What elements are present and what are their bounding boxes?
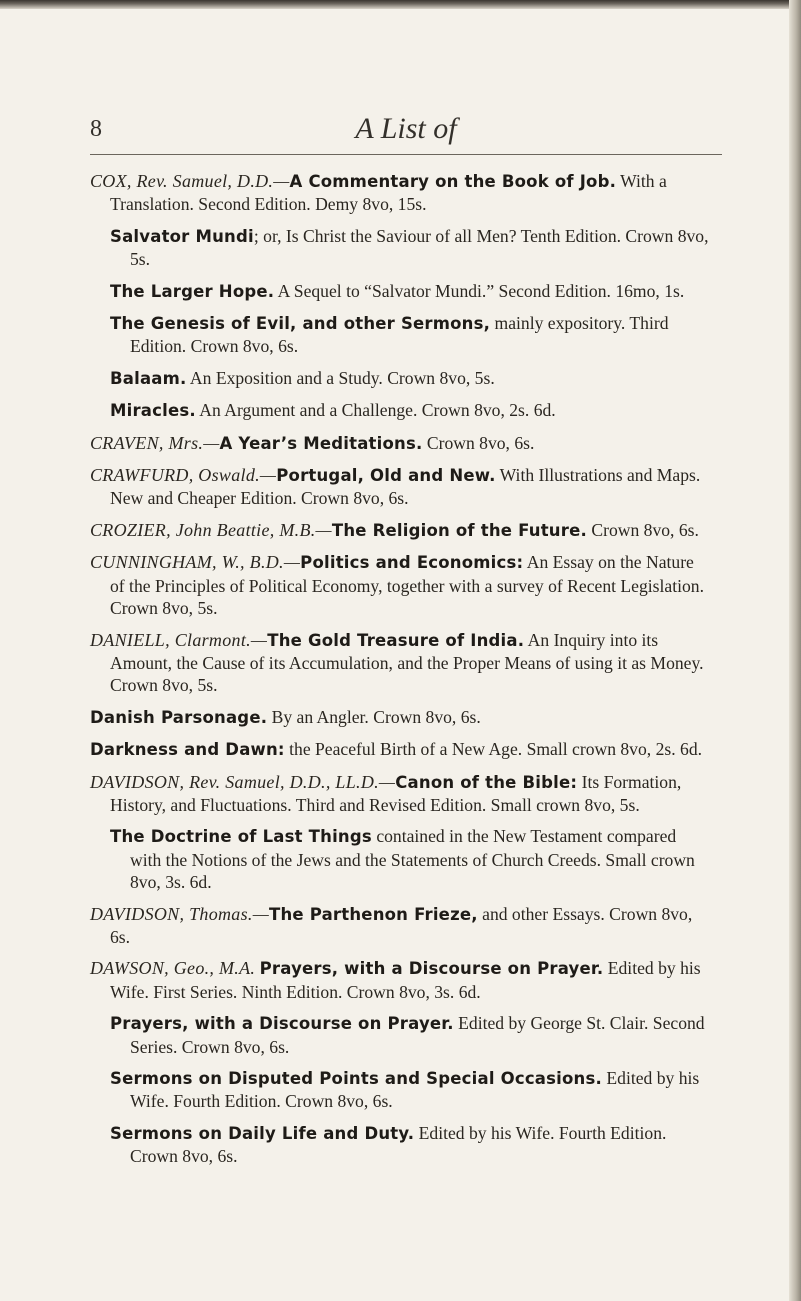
entry-details: and other Essays. Crown 8vo, 6s. [110, 903, 693, 947]
list-item [90, 771, 710, 817]
entry-title: Darkness and Dawn: [90, 740, 285, 760]
entry-title: The Religion of the Future. [331, 520, 587, 540]
header-rule [90, 154, 722, 155]
entry-details: Edited by his Wife. Fourth Edition. Crown 8vo, 6s. [130, 1068, 700, 1112]
entry-title: Danish Parsonage. [90, 707, 268, 727]
catalogue-list [90, 170, 710, 1177]
entry-details: An Exposition and a Study. Crown 8vo, 5s. [186, 367, 495, 388]
entry-details: Crown 8vo, 6s. [422, 432, 535, 453]
list-item [90, 519, 710, 542]
entry-details: A Sequel to “Salvator Mundi.” Second Edition. 16mo, 1s. [274, 280, 685, 301]
entry-author: CRAVEN, Mrs.— [90, 432, 220, 453]
page-top-edge [0, 0, 801, 9]
entry-details: Crown 8vo, 6s. [586, 519, 699, 540]
list-item [110, 1012, 710, 1058]
entry-title: Canon of the Bible: [395, 772, 578, 792]
list-item [110, 280, 710, 303]
entry-author: CUNNINGHAM, W., B.D.— [90, 552, 301, 573]
entry-title: The Genesis of Evil, and other Sermons, [110, 314, 491, 334]
entry-title: Prayers, with a Discourse on Prayer. [110, 1014, 454, 1034]
list-item [90, 706, 710, 729]
list-item [110, 825, 710, 893]
entry-details: By an Angler. Crown 8vo, 6s. [267, 706, 481, 727]
entry-details: the Peaceful Birth of a New Age. Small crown 8vo, 2s. 6d. [284, 739, 703, 760]
entry-details: Edited by his Wife. First Series. Ninth Edition. Crown 8vo, 3s. 6d. [110, 958, 701, 1002]
entry-details: With a Translation. Second Edition. Demy 8vo, 15s. [110, 171, 667, 215]
entry-author: CROZIER, John Beattie, M.B.— [90, 519, 332, 540]
entry-title: Miracles. [110, 401, 196, 421]
entry-details: contained in the New Testament compared with the Notions of the Jews and the Statements of Church Creeds. Small crown 8vo, 3s. 6d. [130, 826, 695, 893]
entry-author: DAVIDSON, Thomas.— [90, 903, 270, 924]
list-item [90, 432, 710, 455]
entry-author: DAVIDSON, Rev. Samuel, D.D., LL.D.— [90, 771, 396, 792]
entry-title: The Parthenon Frieze, [269, 904, 478, 924]
entry-title: The Doctrine of Last Things [110, 827, 372, 847]
page-number: 8 [90, 116, 102, 142]
entry-details: Edited by George St. Clair. Second Series. Crown 8vo, 6s. [130, 1013, 705, 1057]
entry-title: Politics and Economics: [300, 553, 524, 573]
entry-title: Sermons on Daily Life and Duty. [110, 1123, 415, 1143]
entry-title: The Gold Treasure of India. [267, 630, 525, 650]
entry-details: ; or, Is Christ the Saviour of all Men? Tenth Edition. Crown 8vo, 5s. [130, 225, 709, 270]
list-item [90, 170, 710, 216]
page-fold-shadow [789, 0, 801, 1301]
entry-author: COX, Rev. Samuel, D.D.— [90, 171, 290, 191]
entry-details: Edited by his Wife. Fourth Edition. Crown 8vo, 6s. [130, 1122, 667, 1167]
list-item [110, 225, 710, 271]
entry-details: An Essay on the Nature of the Principles of Political Economy, together with a survey of Recent Legislation. Crown 8vo, 5s. [110, 552, 704, 619]
list-item [110, 312, 710, 358]
entry-details: An Inquiry into its Amount, the Cause of its Accumulation, and the Proper Means of using it as Money. Crown 8vo, 5s. [110, 629, 704, 696]
entry-author: DANIELL, Clarmont.— [90, 629, 268, 650]
list-item [90, 957, 710, 1003]
list-item [90, 464, 710, 510]
entry-title: A Commentary on the Book of Job. [289, 172, 617, 191]
list-item [90, 738, 710, 761]
entry-title: Portugal, Old and New. [276, 466, 496, 486]
entry-title: The Larger Hope. [110, 281, 275, 301]
page-header [90, 106, 722, 156]
list-item [110, 1067, 710, 1113]
entry-title: Salvator Mundi [110, 226, 254, 246]
list-item [110, 1122, 710, 1168]
entry-title: Sermons on Disputed Points and Special Occasions. [110, 1069, 602, 1088]
entry-title: A Year’s Meditations. [219, 433, 423, 453]
running-title: A List of [355, 112, 457, 145]
entry-details: Its Formation, History, and Fluctuations. Third and Revised Edition. Small crown 8vo, 5s. [110, 771, 682, 815]
list-item [90, 903, 710, 949]
entry-author: DAWSON, Geo., M.A. [90, 958, 256, 979]
list-item [110, 399, 710, 422]
entry-title: Balaam. [110, 368, 187, 388]
entry-details: mainly expository. Third Edition. Crown 8vo, 6s. [130, 313, 669, 357]
list-item [110, 367, 710, 390]
list-item [90, 551, 710, 619]
entry-details: With Illustrations and Maps. New and Cheaper Edition. Crown 8vo, 6s. [110, 465, 701, 509]
entry-author: CRAWFURD, Oswald.— [90, 465, 277, 486]
list-item [90, 629, 710, 697]
entry-details: An Argument and a Challenge. Crown 8vo, 2s. 6d. [195, 400, 556, 421]
entry-title: Prayers, with a Discourse on Prayer. [259, 959, 604, 979]
